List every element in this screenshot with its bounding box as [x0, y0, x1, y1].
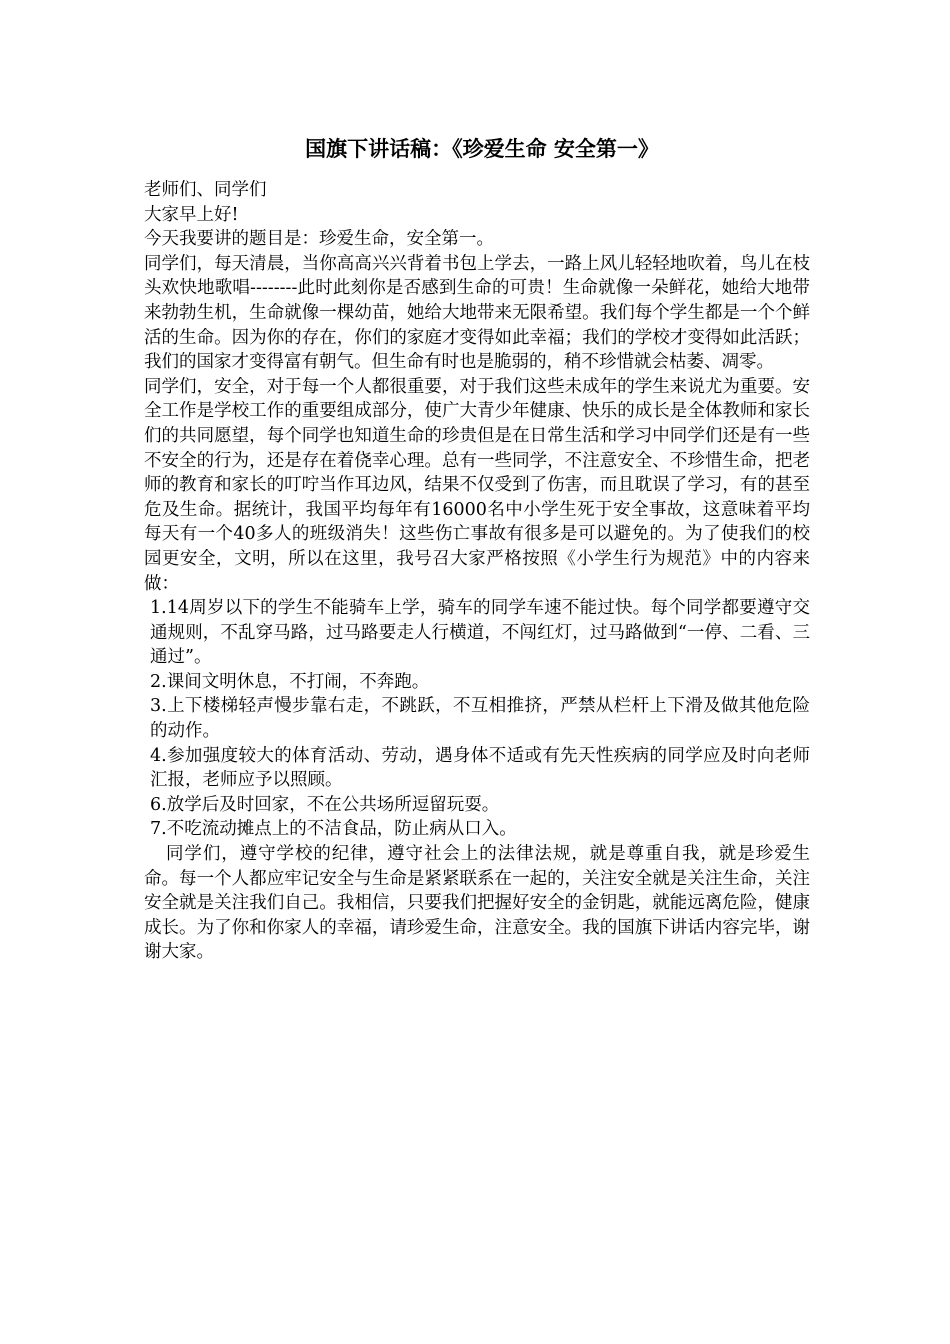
greeting: 大家早上好! [144, 204, 239, 225]
rule-item: 4.参加强度较大的体育活动、劳动，遇身体不适或有先天性疾病的同学应及时向老师汇报，老师应予以照顾。 [150, 745, 810, 791]
speech-topic: 今天我要讲的题目是：珍爱生命，安全第一。 [144, 229, 494, 250]
paragraph-safety: 同学们，安全，对于每一个人都很重要，对于我们这些未成年的学生来说尤为重要。安全工作是学校工作的重要组成部分，使广大青少年健康、快乐的成长是全体教师和家长们的共同愿望，每个同学也知道生命的珍贵但是在日常生活和学习中同学们还是有一些不安全的行为，还是存在着侥幸心理。总有一些同学，不注意安全、不珍惜生命，把老师的教育和家长的叮咛当作耳边风，结果不仅受到了伤害，而且耽误了学习，有的甚至危及生命。据统计，我国平均每年有16000名中小学生死于安全事故，这意味着平均每天有一个40多人的班级消失！这些伤亡事故有很多是可以避免的。为了使我们的校园更安全，文明，所以在这里，我号召大家严格按照《小学生行为规范》中的内容来做： [144, 376, 810, 594]
salutation: 老师们、同学们 [144, 180, 267, 200]
rule-item: 7.不吃流动摊点上的不洁食品，防止病从口入。 [150, 819, 517, 840]
paragraph-life: 同学们，每天清晨，当你高高兴兴背着书包上学去，一路上风儿轻轻地吹着，鸟儿在枝头欢快地歌唱--------此时此刻你是否感到生命的可贵！生命就像一朵鲜花，她给大地带来勃勃生机，生命就像一棵幼苗，她给大地带来无限希望。我们每个学生都是一个个鲜活的生命。因为你的存在，你们的家庭才变得如此幸福；我们的学校才变得如此活跃；我们的国家才变得富有朝气。但生命有时也是脆弱的，稍不珍惜就会枯萎、凋零。 [144, 253, 810, 373]
document-title: 国旗下讲话稿：《珍爱生命 安全第一》 [305, 137, 659, 161]
document-body [144, 134, 810, 965]
rule-item: 2.课间文明休息，不打闹，不奔跑。 [150, 671, 430, 692]
closing-paragraph: 同学们，遵守学校的纪律，遵守社会上的法律法规，就是尊重自我，就是珍爱生命。每一个人都应牢记安全与生命是紧紧联系在一起的，关注安全就是关注生命，关注安全就是关注我们自己。我相信，只要我们把握好安全的金钥匙，就能远离危险，健康成长。为了你和你家人的幸福，请珍爱生命，注意安全。我的国旗下讲话内容完毕，谢谢大家。 [144, 844, 810, 963]
rule-item: 6.放学后及时回家，不在公共场所逗留玩耍。 [150, 794, 500, 815]
rule-item: 3.上下楼梯轻声慢步靠右走，不跳跃，不互相推挤，严禁从栏杆上下滑及做其他危险的动作。 [150, 696, 810, 742]
rule-item: 1.14周岁以下的学生不能骑车上学，骑车的同学车速不能过快。每个同学都要遵守交通规则，不乱穿马路，过马路要走人行横道，不闯红灯，过马路做到“一停、二看、三通过”。 [150, 598, 810, 668]
